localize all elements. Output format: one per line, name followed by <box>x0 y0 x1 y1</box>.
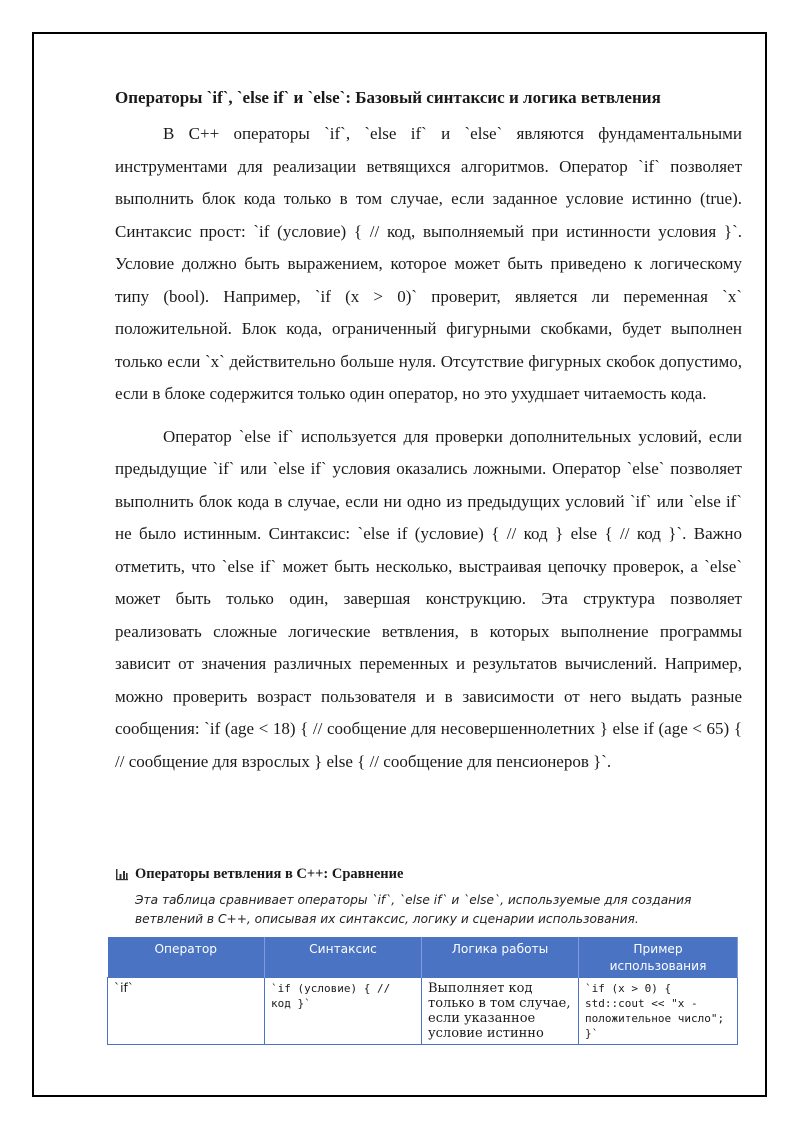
cell-syntax: `if (условие) { // код }` <box>265 978 422 1045</box>
table-header-row <box>108 937 738 978</box>
section-heading: Операторы `if`, `else if` и `else`: Базовый синтаксис и логика ветвления <box>115 88 661 107</box>
document-body <box>115 84 742 788</box>
column-header-syntax: Синтаксис <box>265 937 422 978</box>
column-header-logic: Логика работы <box>422 937 579 978</box>
column-header-operator: Оператор <box>108 937 265 978</box>
cell-example: `if (x > 0) { std::cout << "x - положительное число"; }` <box>579 978 738 1045</box>
table-row <box>108 978 738 1045</box>
table-title: Операторы ветвления в C++: Сравнение <box>135 866 404 882</box>
cell-logic: Выполняет код только в том случае, если указанное условие истинно <box>422 978 579 1045</box>
bar-chart-icon <box>115 868 129 881</box>
column-header-example: Пример использования <box>579 937 738 978</box>
table-heading <box>115 864 403 884</box>
paragraph-if: В С++ операторы `if`, `else if` и `else` являются фундаментальными инструментами для реализации ветвящихся алгоритмов. Оператор `if` позволяет выполнить блок кода только в том случае, если заданное условие истинно (true). Синтаксис прост: `if (условие) { // код, выполняемый при истинности условия }`. Условие должно быть выражением, которое может быть приведено к логическому типу (bool). Например, `if (x > 0)` проверит, является ли переменная `x` положительной. Блок кода, ограниченный фигурными скобками, будет выполнен только если `x` действительно больше нуля. Отсутствие фигурных скобок допустимо, если в блоке содержится только один оператор, но это ухудшает читаемость кода. <box>115 124 742 403</box>
cell-operator: `if` <box>108 978 265 1045</box>
comparison-table <box>107 937 738 1045</box>
paragraph-else-if: Оператор `else if` используется для проверки дополнительных условий, если предыдущие `if` или `else if` условия оказались ложными. Оператор `else` позволяет выполнить блок кода в случае, если ни одно из предыдущих условий `if` или `else if` не было истинным. Синтаксис: `else if (условие) { // код } else { // код }`. Важно отметить, что `else if` может быть несколько, выстраивая цепочку проверок, а `else` может быть только один, завершая конструкцию. Эта структура позволяет реализовать сложные логические ветвления, в которых выполнение программы зависит от значения различных переменных и результатов вычислений. Например, можно проверить возраст пользователя и в зависимости от него выдать разные сообщения: `if (age < 18) { // сообщение для несовершеннолетних } else if (age < 65) { // сообщение для взрослых } else { // сообщение для пенсионеров }`. <box>115 426 742 771</box>
table-caption: Эта таблица сравнивает операторы `if`, `else if` и `else`, используемые для создания ветвлений в C++, описывая их синтаксис, логику и сценарии использования. <box>135 893 692 926</box>
